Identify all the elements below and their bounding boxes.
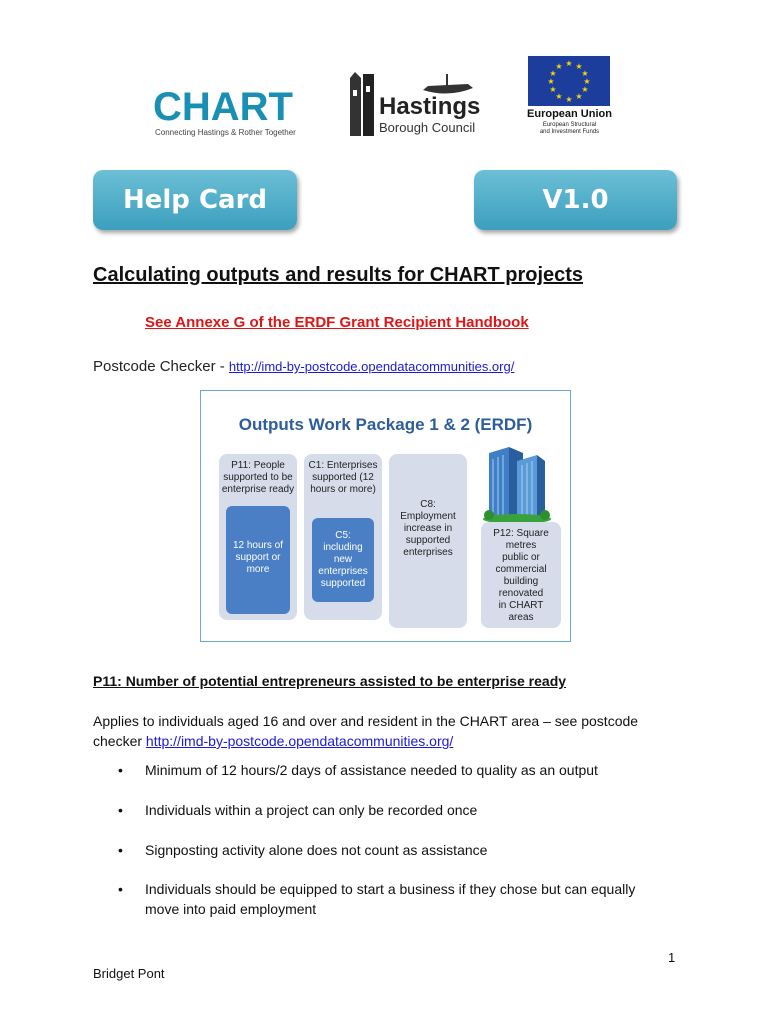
chart-logo: [153, 85, 308, 140]
svg-text:★: ★: [565, 59, 573, 68]
svg-text:★: ★: [547, 77, 555, 86]
page-title: Calculating outputs and results for CHART projects: [93, 264, 584, 286]
applies-paragraph: [93, 711, 663, 751]
hastings-logo: [346, 70, 486, 140]
svg-text:★: ★: [575, 62, 583, 71]
inner-line: more: [246, 564, 270, 575]
inner-line: support or: [235, 552, 281, 563]
inner-line: 12 hours of: [232, 540, 284, 551]
label-line: hours or more): [310, 484, 376, 495]
svg-text:★: ★: [581, 85, 589, 94]
label-line: supported (12: [312, 472, 374, 483]
label-line: C8:: [420, 499, 436, 510]
applies-postcode-link[interactable]: http://imd-by-postcode.opendatacommunities.org/: [145, 733, 454, 749]
postcode-checker-line: [93, 358, 514, 375]
col-c1-inner: [312, 518, 374, 602]
eu-subtitle-line1: European Structural: [542, 122, 597, 128]
list-item: Signposting activity alone does not count as assistance: [145, 842, 488, 858]
inner-line: C5:: [335, 530, 351, 541]
label-line: metres: [505, 540, 537, 551]
label-line: enterprises: [403, 547, 453, 558]
page-number: 1: [668, 950, 676, 965]
label-line: commercial: [495, 564, 547, 575]
inner-line: including: [323, 542, 363, 553]
svg-text:★: ★: [555, 92, 563, 101]
inner-line: supported: [320, 578, 366, 589]
eu-subtitle: [522, 122, 617, 136]
label-line: areas: [508, 612, 534, 623]
bullet-dot: •: [118, 762, 123, 778]
list-item: Individuals should be equipped to start a business if they chose but can equally move into paid employment: [145, 881, 636, 917]
diagram-col-c1: [304, 454, 382, 620]
version-button: V1.0: [474, 170, 677, 230]
svg-text:★: ★: [565, 95, 573, 104]
bullet-dot: •: [118, 842, 123, 858]
footer-author: Bridget Pont: [93, 966, 165, 981]
eu-name: European Union: [527, 108, 612, 120]
diagram-title: Outputs Work Package 1 & 2 (ERDF): [238, 415, 533, 434]
postcode-link[interactable]: http://imd-by-postcode.opendatacommunities.org/: [228, 359, 515, 374]
label-line: increase in: [403, 523, 453, 534]
svg-text:★: ★: [575, 92, 583, 101]
svg-text:★: ★: [549, 85, 557, 94]
help-card-button: Help Card: [93, 170, 297, 230]
label-line: P11: People: [231, 460, 285, 471]
outputs-diagram: [200, 390, 571, 642]
col-c8-label: [389, 499, 467, 559]
p11-heading: P11: Number of potential entrepreneurs assisted to be enterprise ready: [93, 673, 567, 689]
label-line: supported: [405, 535, 451, 546]
svg-text:★: ★: [549, 69, 557, 78]
label-line: C1: Enterprises: [308, 460, 378, 471]
col-p11-label: [219, 460, 297, 496]
chart-logo-tagline: Connecting Hastings & Rother Together: [155, 128, 296, 137]
col-p12-label: [481, 528, 561, 624]
diagram-col-p12: [481, 522, 561, 628]
label-line: P12: Square: [493, 528, 549, 539]
chart-logo-word: CHART: [153, 85, 293, 129]
diagram-col-c8: [389, 454, 467, 628]
col-p11-inner: [226, 506, 290, 614]
label-line: supported to be: [223, 472, 293, 483]
label-line: in CHART: [498, 600, 544, 611]
bullet-dot: •: [118, 802, 123, 818]
hastings-name: Hastings: [379, 93, 481, 120]
inner-line: new: [333, 554, 353, 565]
eu-subtitle-line2: and Investment Funds: [539, 129, 600, 135]
label-line: enterprise ready: [221, 484, 295, 495]
svg-text:★: ★: [581, 69, 589, 78]
eu-logo: [522, 56, 617, 138]
inner-line: enterprises: [318, 566, 368, 577]
annexe-link[interactable]: See Annexe G of the ERDF Grant Recipient Handbook: [145, 314, 529, 331]
diagram-col-p11: [219, 454, 297, 620]
label-line: building: [503, 576, 539, 587]
col-c1-label: [304, 460, 382, 496]
list-item: Individuals within a project can only be recorded once: [145, 802, 478, 818]
svg-text:★: ★: [555, 62, 563, 71]
list-item: Minimum of 12 hours/2 days of assistance needed to quality as an output: [145, 762, 598, 778]
bullet-dot: •: [118, 881, 123, 897]
label-line: public or: [502, 552, 540, 563]
hastings-tower-icon: [346, 70, 380, 140]
building-icon: [483, 443, 551, 523]
label-line: Employment: [400, 511, 456, 522]
label-line: renovated: [498, 588, 544, 599]
postcode-label: Postcode Checker -: [93, 358, 229, 375]
hastings-sub: Borough Council: [379, 120, 476, 135]
eu-flag-icon: [528, 56, 610, 106]
svg-text:★: ★: [583, 77, 591, 86]
applies-text: Applies to individuals aged 16 and over and resident in the CHART area – see postcode checker: [93, 713, 639, 749]
